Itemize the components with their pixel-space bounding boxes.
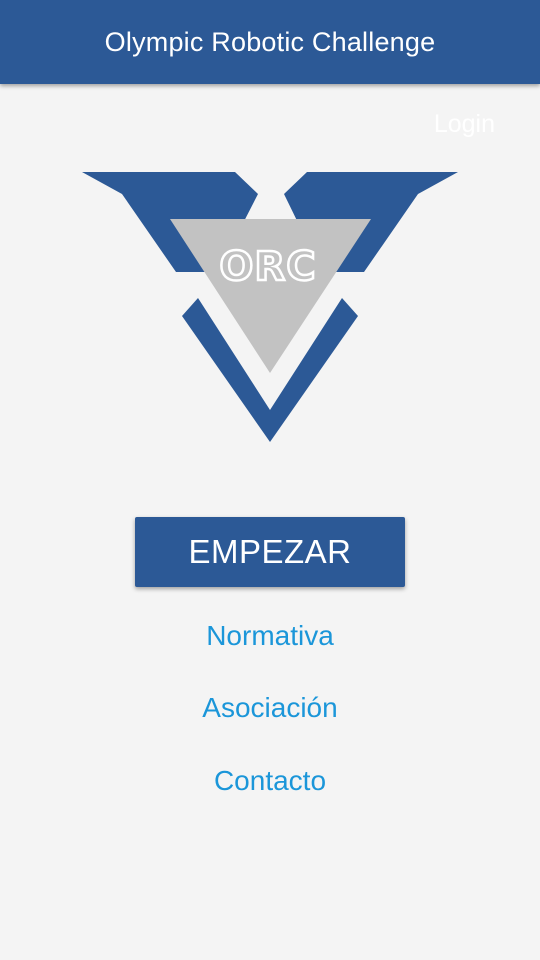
start-button[interactable]: EMPEZAR <box>135 517 405 587</box>
asociacion-link[interactable]: Asociación <box>202 692 338 723</box>
logo-inner-triangle <box>170 219 371 373</box>
logo-text: ORC <box>219 244 317 290</box>
orc-logo <box>80 170 460 445</box>
app-bar <box>0 0 540 84</box>
normativa-link[interactable]: Normativa <box>206 620 334 651</box>
login-link[interactable]: Login <box>433 110 495 138</box>
contacto-link[interactable]: Contacto <box>213 765 327 796</box>
app-title: Olympic Robotic Challenge <box>104 26 436 57</box>
